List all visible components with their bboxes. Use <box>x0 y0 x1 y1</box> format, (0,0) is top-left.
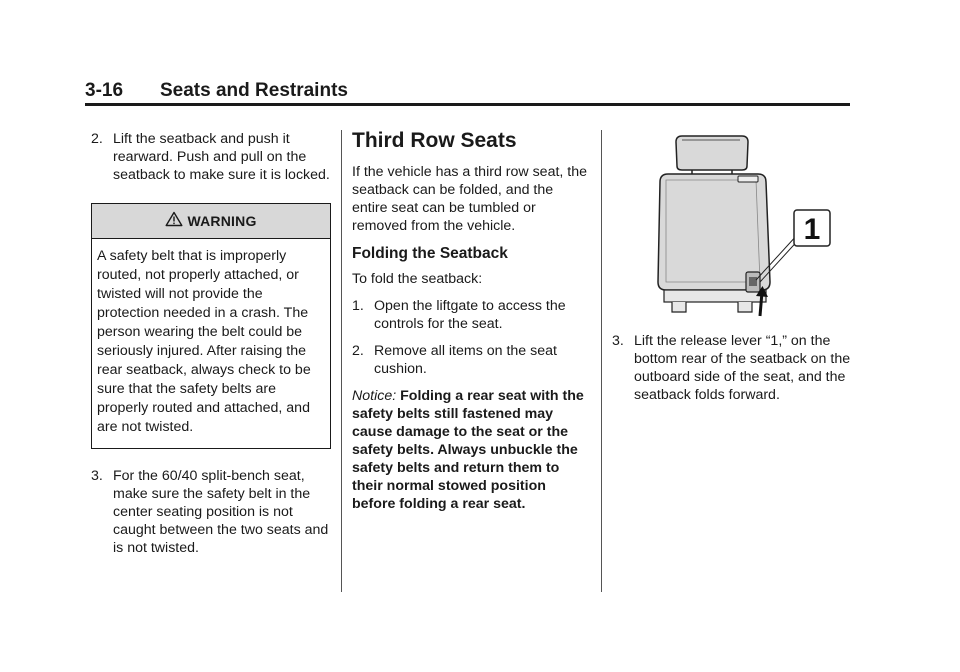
column-divider <box>341 130 342 592</box>
step-2-remove-items <box>352 342 592 378</box>
column-1 <box>91 130 331 557</box>
notice-paragraph <box>352 387 592 513</box>
step-number: 3. <box>612 333 624 349</box>
notice-text: Folding a rear seat with the safety belts still fastened may cause damage to the seat or the safety belts. Always unbuckle the safety belts and return them to their normal stowed position before folding a rear seat. <box>352 388 584 512</box>
step-text: Open the liftgate to access the controls for the seat. <box>374 298 566 332</box>
section-heading: Third Row Seats <box>352 129 517 152</box>
seat-illustration <box>652 132 834 320</box>
callout-number: 1 <box>803 213 821 246</box>
notice-label: Notice: <box>352 388 397 404</box>
step-text: Lift the seatback and push it rearward. Push and pull on the seatback to make sure it is locked. <box>113 131 330 183</box>
step-number: 2. <box>91 131 103 147</box>
column-3 <box>612 332 852 404</box>
step-number: 3. <box>91 468 103 484</box>
warning-box <box>91 203 331 449</box>
page-number: 3-16 <box>85 80 124 101</box>
warning-label: WARNING <box>187 213 257 229</box>
step-text: For the 60/40 split-bench seat, make sure the safety belt in the center seating position is not caught between the two seats and is not twisted. <box>113 468 329 556</box>
intro-paragraph: If the vehicle has a third row seat, the seatback can be folded, and the entire seat can be tumbled or removed from the vehicle. <box>352 164 588 234</box>
column-2 <box>352 130 592 513</box>
step-text: Lift the release lever “1,” on the bottom rear of the seatback on the outboard side of the seat, and the seatback folds forward. <box>634 333 851 403</box>
warning-text: A safety belt that is improperly routed, not properly attached, or twisted will not provide the protection needed in a crash. The person wearing the belt could be seriously injured. After raising the rear seatback, always check to be sure that the safety belts are properly routed and attached, and are not twisted. <box>97 248 311 435</box>
step-3-split-bench <box>91 467 331 557</box>
warning-header <box>92 204 330 239</box>
subheading: Folding the Seatback <box>352 245 508 262</box>
lead-paragraph: To fold the seatback: <box>352 271 483 287</box>
column-divider <box>601 130 602 592</box>
step-1-liftgate <box>352 297 592 333</box>
warning-triangle-icon <box>165 211 183 232</box>
step-text: Remove all items on the seat cushion. <box>374 343 557 377</box>
step-number: 1. <box>352 298 364 314</box>
header-rule <box>85 103 850 106</box>
step-number: 2. <box>352 343 364 359</box>
step-3-release-lever <box>612 332 852 404</box>
step-2-seatback <box>91 130 331 184</box>
section-title: Seats and Restraints <box>160 80 348 101</box>
